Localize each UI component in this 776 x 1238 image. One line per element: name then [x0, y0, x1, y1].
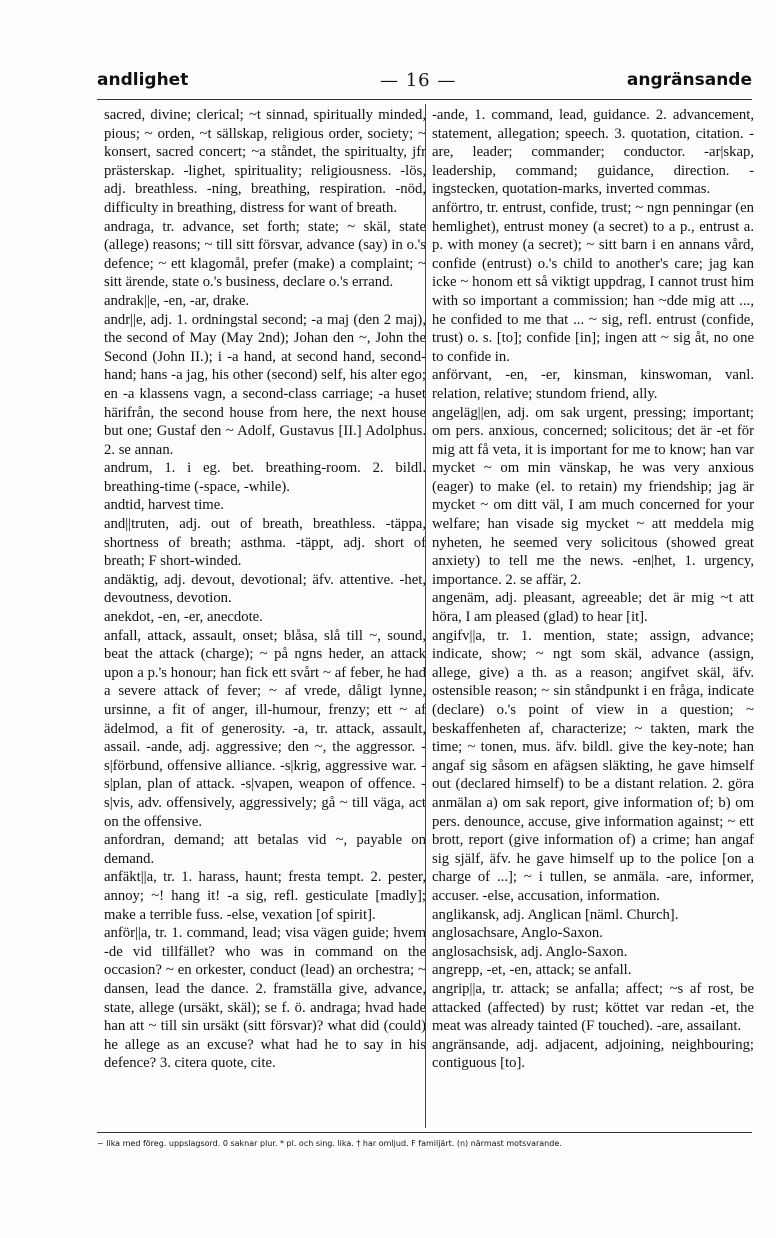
- dictionary-entry: andtid, harvest time.: [104, 497, 224, 514]
- dictionary-entry: anförtro, tr. entrust, confide, trust; ~ ngn penningar (en hemlighet), entrust money (a secret) to a p., entrust a. p. with money (a secret); ~ sitt barn i en annans vård, confide (entrust) o.'s child to another's care; jag kan icke ~ honom ett så viktigt uppdrag, I cannot trust him with so important a commission; han ~dde mig att ..., he confided to me that ... ~ sig, refl. entrust (confide, trust) o. s. [to]; confide [in]; ingen att ~ sig åt, no one to confide in.: [432, 199, 754, 365]
- left-column: [104, 106, 426, 1073]
- right-column: [432, 106, 754, 1073]
- dictionary-entry: angeläg||en, adj. om sak urgent, pressing; important; om pers. anxious, concerned; solicitous; det är -et för mig att få veta, it is important for me to know; han var mycket ~ om min vänskap, he was very anxious (eager) to make (el. to retain) my friendship; jag är mycket ~ om ditt väl, I am much concerned for your welfare; han visade sig mycket ~ att meddela mig nyheten, he seemed very solicitous (showed great anxiety) to tell me the news. -en|het, 1. urgency, importance. 2. se affär, 2.: [432, 404, 754, 588]
- dictionary-entry: anfall, attack, assault, onset; blåsa, slå till ~, sound, beat the attack (charge); ~ på ngns heder, an attack upon a p.'s honour; han fick ett svårt ~ af feber, he had a severe attack of fever; ~ af vrede, dåligt lynne, ursinne, a fit of anger, ill-humour, frenzy; ett ~ af ädelmod, a fit of generosity. -a, tr. attack, assault, assail. -ande, adj. aggressive; den ~, the aggressor. -s|förbund, offensive alliance. -s|krig, aggressive war. -s|plan, plan of attack. -s|vapen, weapon of offence. -s|vis, adv. offensively, aggressively; gå ~ till väga, act on the offensive.: [104, 627, 426, 830]
- page-number: — 16 —: [380, 70, 457, 91]
- dictionary-entry: andäktig, adj. devout, devotional; äfv. attentive. -het, devoutness, devotion.: [104, 571, 426, 607]
- dictionary-entry: angenäm, adj. pleasant, agreeable; det är mig ~t att höra, I am pleased (glad) to hear [it].: [432, 590, 754, 626]
- abbreviation-legend: ~ lika med föreg. uppslagsord. 0 saknar plur. * pl. och sing. lika. † har omljud. F familjärt. (n) närmast motsvarande.: [97, 1139, 562, 1148]
- column-divider: [425, 104, 426, 1128]
- dictionary-entry: angränsande, adj. adjacent, adjoining, neighbouring; contiguous [to].: [432, 1036, 754, 1072]
- dictionary-entry: anfäkt||a, tr. 1. harass, haunt; fresta tempt. 2. pester, annoy; ~! hang it! -a sig, refl. gesticulate [madly]; make a terrible fuss. -else, vexation [of spirit].: [104, 869, 426, 923]
- dictionary-entry: angrepp, -et, -en, attack; se anfall.: [432, 962, 632, 979]
- dictionary-entry: angifv||a, tr. 1. mention, state; assign, advance; indicate, show; ~ ngt som skäl, advance (assign, allege, give) a th. as a reason; angifvet skäl, äfv. ostensible reason; ~ sin ståndpunkt i en fråga, indicate (declare) o.'s point of view in a question; ~ beskaffenheten af, characterize; ~ takten, mark the time; ~ tonen, mus. äfv. bildl. give the key-note; han angaf sig såsom en afägsen släkting, he gave himself out (declared himself) to be a distant relation. 2. göra anmälan a) om sak report, give information of; b) om pers. denounce, accuse, give information against; ~ ett brott, report (give information of) a crime; han angaf sig själf, äfv. he gave himself up to the police [on a charge of ...]; ~ i tullen, se anmäla. -are, informer, accuser. -else, accusation, information.: [432, 627, 754, 904]
- dictionary-entry: anför||a, tr. 1. command, lead; visa vägen guide; hvem -de vid tillfället? who was in command on the occasion? ~ en orkester, conduct (lead) an orchestra; ~ dansen, lead the dance. 2. framställa give, advance, state, allege (ursäkt, skäl); se f. ö. andraga; hvad hade han att ~ till sin ursäkt (sitt försvar)? what did (could) he allege as an excuse? what had he to say in his defence? 3. citera quote, cite.: [104, 925, 426, 1072]
- dictionary-entry: sacred, divine; clerical; ~t sinnad, spiritually minded, pious; ~ orden, ~t sällskap, religious order, society; ~ konsert, sacred concert; ~a ståndet, the spiritualty, jfr prästerskap. -lighet, spirituality; religiousness. -lös, adj. breathless. -ning, breathing, respiration. -nöd, difficulty in breathing, distress for want of breath.: [104, 107, 426, 216]
- dictionary-entry: anglikansk, adj. Anglican [näml. Church].: [432, 906, 679, 923]
- dictionary-entry: andraga, tr. advance, set forth; state; ~ skäl, state (allege) reasons; ~ till sitt försvar, advance (say) in o.'s defence; ~ ett klagomål, prefer (make) a complaint; ~ sitt ärende, state o.'s business, declare o.'s errand.: [104, 218, 426, 291]
- dictionary-entry: anekdot, -en, -er, anecdote.: [104, 609, 263, 626]
- header-left-guideword: andlighet: [97, 70, 189, 90]
- dictionary-entry: andrak||e, -en, -ar, drake.: [104, 292, 250, 309]
- dictionary-entry: anglosachsisk, adj. Anglo-Saxon.: [432, 943, 628, 960]
- footer-rule: [97, 1132, 752, 1133]
- dictionary-entry: and||truten, adj. out of breath, breathless. -täppa, shortness of breath; asthma. -täppt, adj. short of breath; F short-winded.: [104, 516, 426, 570]
- dictionary-entry: andr||e, adj. 1. ordningstal second; -a maj (den 2 maj), the second of May (May 2nd); Johan den ~, John the Second (John II.); i -a hand, at second hand, second-hand; hans -a jag, his other (second) self, his alter ego; en -a klassens vagn, a second-class carriage; -a huset härifrån, the second house from here, the next house but one; Gustaf den ~ Adolf, Gustavus [II.] Adolphus. 2. se annan.: [104, 311, 426, 458]
- dictionary-entry: anfordran, demand; att betalas vid ~, payable on demand.: [104, 832, 426, 867]
- dictionary-entry: anförvant, -en, -er, kinsman, kinswoman, vanl. relation, relative; stundom friend, ally.: [432, 367, 754, 402]
- dictionary-entry: anglosachsare, Anglo-Saxon.: [432, 925, 603, 942]
- dictionary-entry: angrip||a, tr. attack; se anfalla; affect; ~s af rost, be attacked (affected) by rust; köttet var redan -et, the meat was already tainted (F touched). -are, assailant.: [432, 980, 754, 1035]
- header-right-guideword: angränsande: [626, 70, 752, 90]
- header-rule: [97, 99, 752, 100]
- dictionary-entry: -ande, 1. command, lead, guidance. 2. advancement, statement, allegation; speech. 3. quotation, citation. -are, leader; commander; conductor. -ar|skap, leadership, command; guidance, direction. -ingstecken, quotation-marks, inverted commas.: [432, 107, 754, 198]
- page-header: [97, 70, 752, 98]
- dictionary-entry: andrum, 1. i eg. bet. breathing-room. 2. bildl. breathing-time (-space, -while).: [104, 460, 426, 495]
